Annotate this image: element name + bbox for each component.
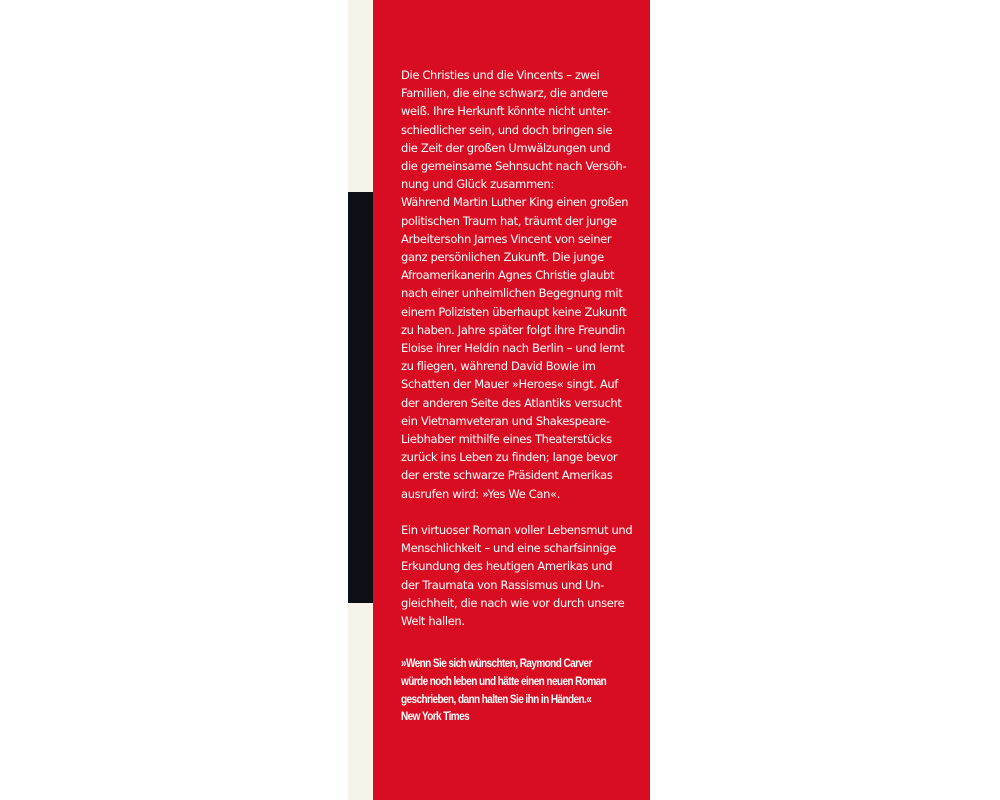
blurb-line: ganz persönlichen Zukunft. Die junge <box>401 250 604 265</box>
press-quote <box>401 655 607 726</box>
blurb-line: Schatten der Mauer »Heroes« singt. Auf <box>401 377 618 392</box>
blurb-line: weiß. Ihre Herkunft könnte nicht unter- <box>401 104 611 119</box>
blurb-line: politischen Traum hat, träumt der junge <box>401 213 617 228</box>
blurb-line: einem Polizisten überhaupt keine Zukunft <box>401 304 627 319</box>
blurb-line: Während Martin Luther King einen großen <box>401 195 629 210</box>
spine-black-band <box>348 192 373 603</box>
blurb-line: Afroamerikanerin Agnes Christie glaubt <box>401 268 615 283</box>
blurb-text <box>401 66 648 630</box>
blurb-line: ein Vietnamveteran und Shakespeare- <box>401 413 610 428</box>
blurb-line: Menschlichkeit – und eine scharfsinnige <box>401 541 616 556</box>
blurb-line: Welt hallen. <box>401 614 465 629</box>
blurb-line: nung und Glück zusammen: <box>401 177 554 192</box>
blurb-line: zu haben. Jahre später folgt ihre Freundin <box>401 322 625 337</box>
quote-source: New York Times <box>401 709 470 724</box>
blurb-line: schiedlicher sein, und doch bringen sie <box>401 122 613 137</box>
blurb-line: die Zeit der großen Umwälzungen und <box>401 140 611 155</box>
blurb-line: Arbeitersohn James Vincent von seiner <box>401 231 612 246</box>
quote-line: würde noch leben und hätte einen neuen Roman <box>401 673 607 688</box>
blurb-line: nach einer unheimlichen Begegnung mit <box>401 286 623 301</box>
blurb-line: Familien, die eine schwarz, die andere <box>401 86 608 101</box>
blurb-line: der Traumata von Rassismus und Un- <box>401 577 604 592</box>
blurb-line: der anderen Seite des Atlantiks versucht <box>401 395 622 410</box>
blurb-line: zu fliegen, während David Bowie im <box>401 359 596 374</box>
blurb-line: Liebhaber mithilfe eines Theaterstücks <box>401 432 612 447</box>
blurb-line: zurück ins Leben zu finden; lange bevor <box>401 450 618 465</box>
book-spine <box>348 0 373 800</box>
blurb-paragraph-1 <box>401 66 648 503</box>
blurb-line: Die Christies und die Vincents – zwei <box>401 68 600 82</box>
quote-line: geschrieben, dann halten Sie ihn in Händen.« <box>401 691 592 706</box>
blurb-line: Erkundung des heutigen Amerikas und <box>401 559 613 574</box>
blurb-paragraph-2 <box>401 521 648 630</box>
blurb-line: gleichheit, die nach wie vor durch unsere <box>401 595 625 610</box>
blurb-line: Eloise ihrer Heldin nach Berlin – und lernt <box>401 341 625 356</box>
blurb-line: der erste schwarze Präsident Amerikas <box>401 468 613 483</box>
blurb-line: die gemeinsame Sehnsucht nach Versöh- <box>401 159 627 174</box>
blurb-line: Ein virtuoser Roman voller Lebensmut und <box>401 523 633 538</box>
back-cover-panel <box>373 0 650 800</box>
quote-line: »Wenn Sie sich wünschten, Raymond Carver <box>401 656 592 670</box>
blurb-line: ausrufen wird: »Yes We Can«. <box>401 486 561 501</box>
